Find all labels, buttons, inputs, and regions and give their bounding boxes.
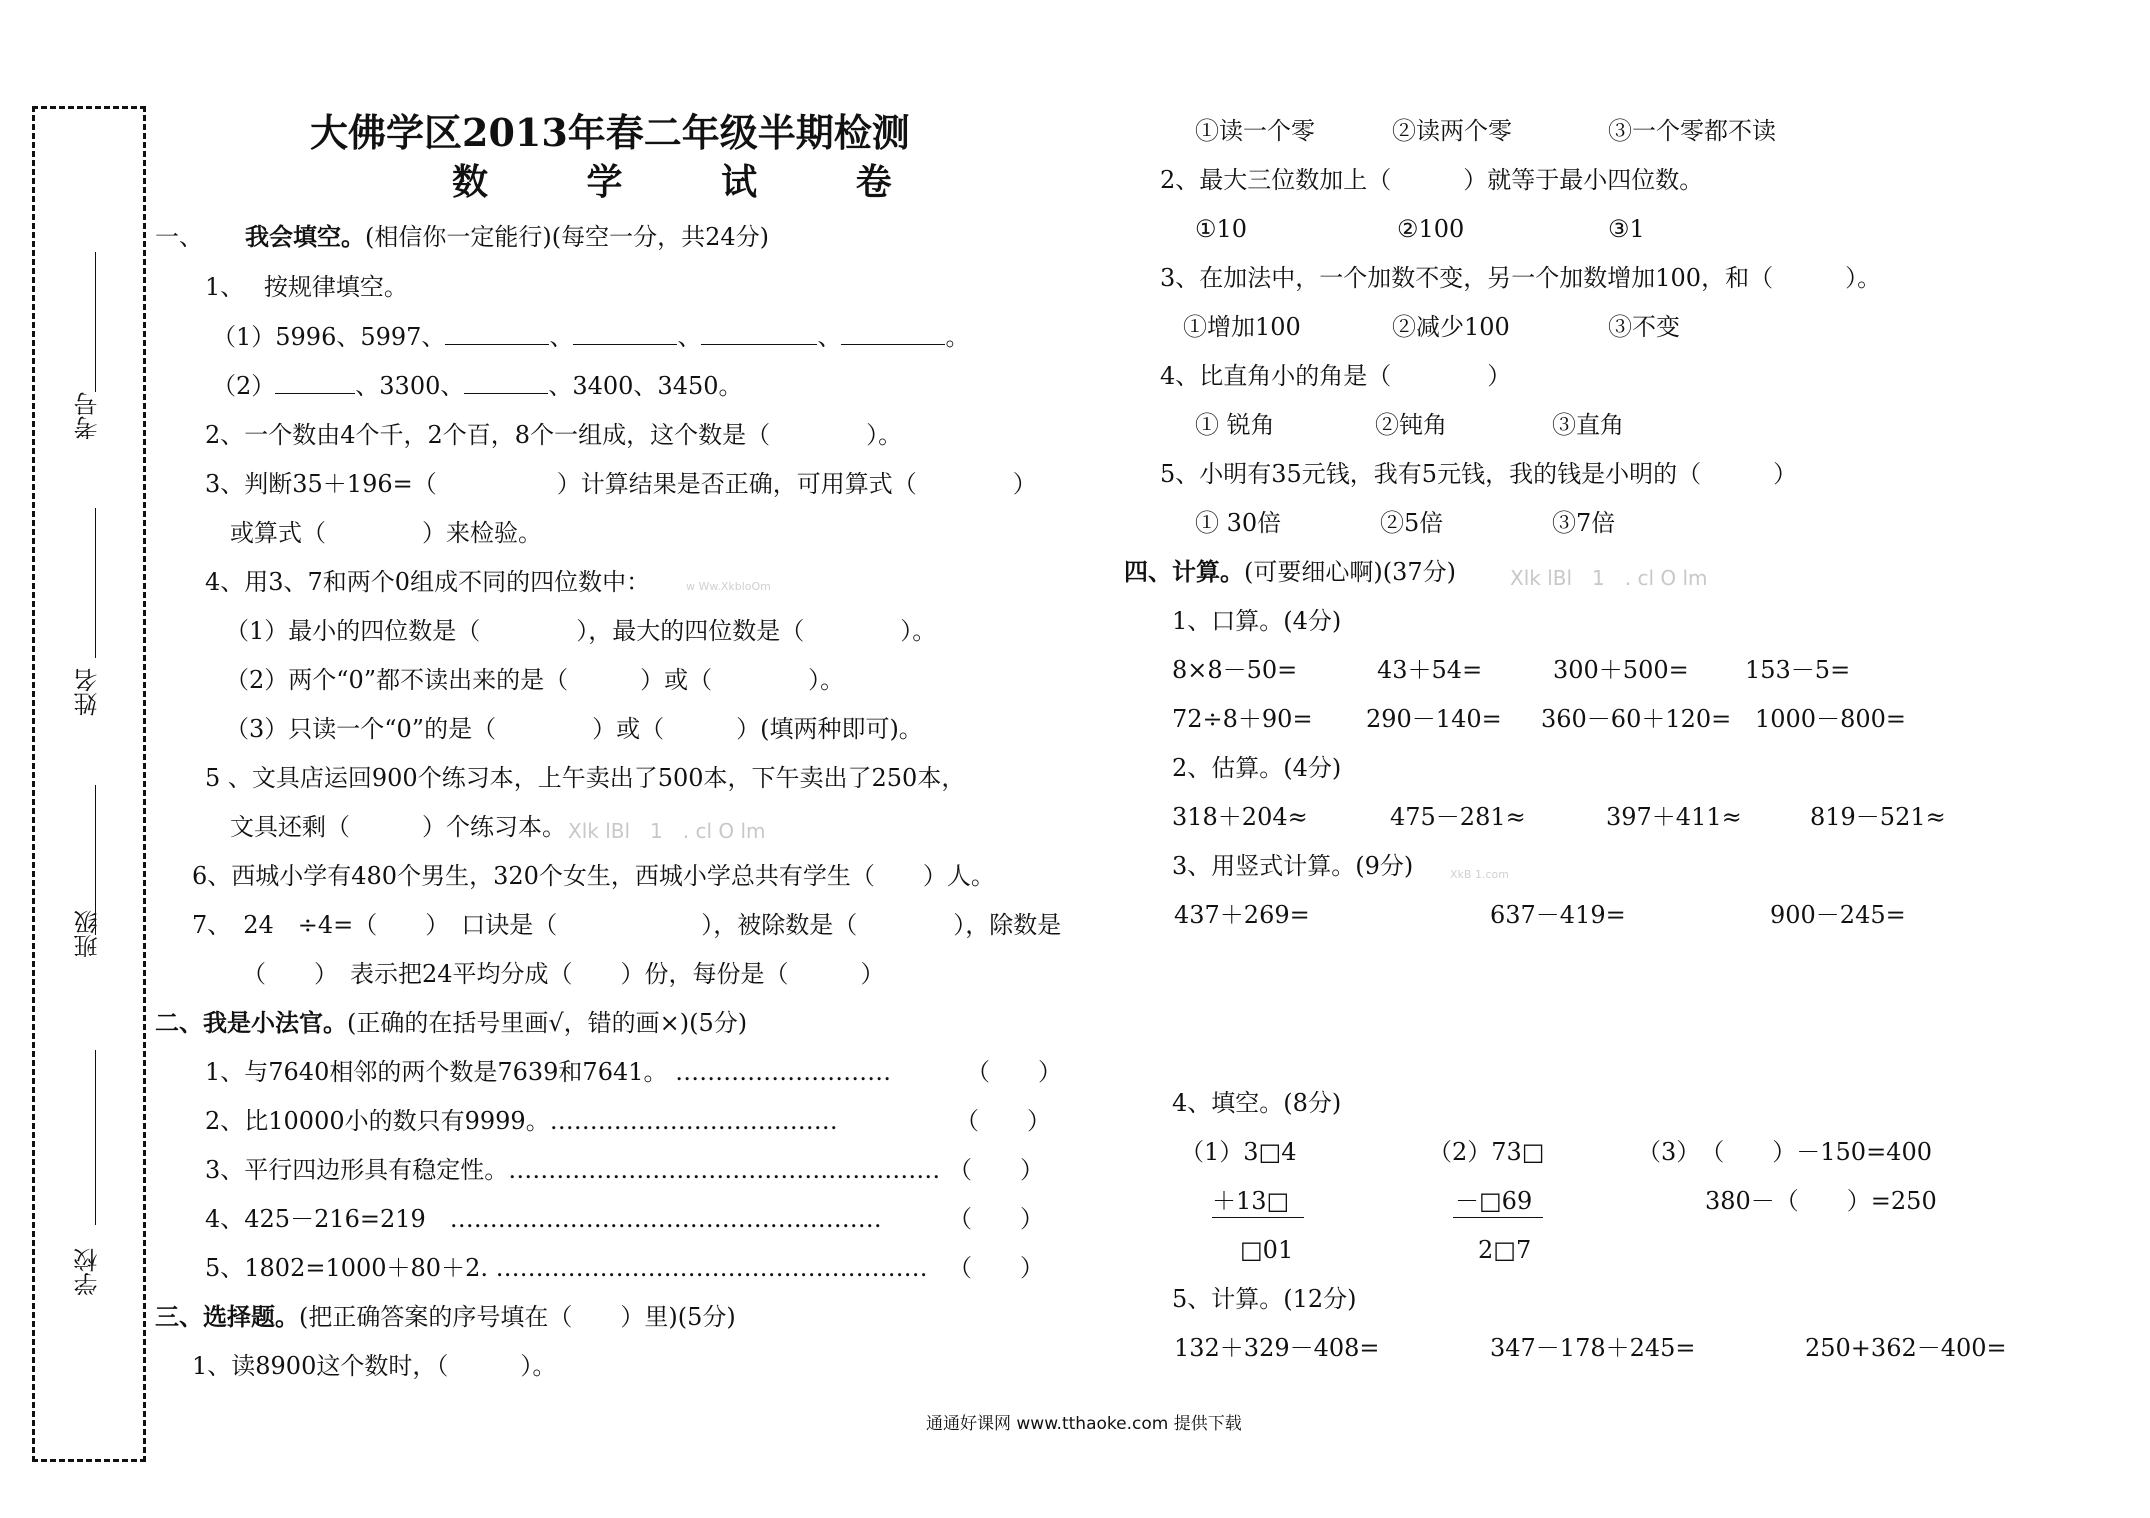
- estimate-problem: 397＋411≈: [1606, 803, 1742, 831]
- section1-number: 一、: [155, 223, 203, 251]
- s1-q3a: 3、判断35＋196=（ ）计算结果是否正确，可用算式（ ）: [205, 470, 1037, 498]
- s1-q1-1: （1）5996、5997、 、 、 、 。: [212, 323, 970, 351]
- s3-q3-opt3: ③不变: [1608, 313, 1680, 341]
- vertical-calc-rule: [1212, 1217, 1304, 1218]
- watermark-text: Xlk lBl 1 . cl O lm: [568, 819, 766, 843]
- s3-q3: 3、在加法中，一个加数不变，另一个加数增加100，和（ ）。: [1160, 264, 1882, 292]
- s3-q5: 5、小明有35元钱，我有5元钱，我的钱是小明的（ ）: [1160, 460, 1798, 488]
- section2-heading-bold: 二、我是小法官。: [155, 1008, 347, 1037]
- s2-item-1-mark[interactable]: （ ）: [966, 1058, 1062, 1086]
- s4-est-title: 2、估算。(4分): [1172, 754, 1342, 782]
- oral-problem: 8×8－50=: [1172, 656, 1298, 684]
- s2-item-3-mark[interactable]: （ ）: [948, 1156, 1044, 1184]
- section4-heading-bold: 四、计算。: [1124, 557, 1244, 586]
- fill-c-line2: 380－（ ）=250: [1705, 1187, 1937, 1215]
- s3-q1: 1、读8900这个数时，（ ）。: [192, 1352, 557, 1380]
- vertical-problem: 637－419=: [1490, 901, 1626, 929]
- s1-q1-2-prefix: （2）: [212, 372, 276, 400]
- s2-item-4: 4、425－216=219 ………………………………………………: [205, 1205, 882, 1233]
- fill-b-line3: 2□7: [1478, 1236, 1532, 1264]
- s4-fill-title: 4、填空。(8分): [1172, 1089, 1342, 1117]
- exam-subtitle: 数 学 试 卷: [452, 161, 920, 203]
- s2-item-1: 1、与7640相邻的两个数是7639和7641。 ………………………: [205, 1058, 892, 1086]
- s1-q4-2: （2）两个“0”都不读出来的是（ ）或（ ）。: [225, 666, 845, 694]
- footer-credit: 通通好课网 www.tthaoke.com 提供下载: [926, 1414, 1242, 1434]
- answer-blank[interactable]: [464, 371, 548, 394]
- s3-q4-opt3: ③直角: [1552, 411, 1624, 439]
- fill-a-line1: （1）3□4: [1180, 1138, 1297, 1166]
- fill-b-line1: （2）73□: [1428, 1138, 1545, 1166]
- s2-item-5: 5、1802=1000＋80＋2. ………………………………………………: [205, 1254, 928, 1282]
- s1-q7b: （ ） 表示把24平均分成（ ）份，每份是（ ）: [242, 960, 885, 988]
- s2-item-4-mark[interactable]: （ ）: [948, 1205, 1044, 1233]
- exam-number-line: [95, 252, 96, 392]
- section3-heading-bold: 三、选择题。: [155, 1302, 299, 1331]
- s1-q1: 1、 按规律填空。: [205, 273, 408, 301]
- oral-problem: 72÷8＋90=: [1172, 705, 1313, 733]
- calc-problem: 250+362－400=: [1805, 1334, 2007, 1362]
- s4-calc-title: 5、计算。(12分): [1172, 1285, 1357, 1313]
- oral-problem: 290－140=: [1366, 705, 1502, 733]
- s3-q4-opt1: ① 锐角: [1195, 411, 1275, 439]
- s4-vert-title: 3、用竖式计算。(9分): [1172, 852, 1414, 880]
- s1-q1-1-prefix: （1）5996、5997、: [212, 323, 446, 351]
- s1-q7a: 7、 24 ÷4=（ ） 口诀是（ ），被除数是（ ），除数是: [192, 911, 1062, 939]
- s1-q2: 2、一个数由4个千，2个百，8个一组成，这个数是（ ）。: [205, 421, 903, 449]
- s3-q1-opt2: ②读两个零: [1392, 117, 1512, 145]
- exam-number-label: 考号: [74, 392, 102, 440]
- s3-q2-opt2: ②100: [1397, 215, 1465, 243]
- s4-oral-title: 1、口算。(4分): [1172, 607, 1342, 635]
- fill-b-line2: －□69: [1455, 1187, 1533, 1215]
- s2-item-2: 2、比10000小的数只有9999。………………………………: [205, 1107, 838, 1135]
- s1-q4-3: （3）只读一个“0”的是（ ）或（ ）(填两种即可)。: [225, 715, 923, 743]
- estimate-problem: 318＋204≈: [1172, 803, 1308, 831]
- section2-heading-note: (正确的在括号里画√，错的画×)(5分): [347, 1009, 748, 1037]
- calc-problem: 132＋329－408=: [1174, 1334, 1380, 1362]
- s3-q5-opt3: ③7倍: [1552, 509, 1616, 537]
- school-line: [95, 1050, 96, 1225]
- vertical-problem: 900－245=: [1770, 901, 1906, 929]
- fill-a-line3: □01: [1240, 1236, 1294, 1264]
- s3-q5-opt1: ① 30倍: [1195, 509, 1282, 537]
- fill-a-line2: ＋13□: [1212, 1187, 1290, 1215]
- section3-heading: [155, 1302, 736, 1332]
- s1-q1-2-mid2: 、3400、3450。: [548, 372, 743, 400]
- s3-q5-opt2: ②5倍: [1380, 509, 1444, 537]
- s2-item-5-mark[interactable]: （ ）: [948, 1254, 1044, 1282]
- s3-q2-opt1: ①10: [1195, 215, 1248, 243]
- oral-problem: 153－5=: [1745, 656, 1851, 684]
- oral-problem: 1000－800=: [1755, 705, 1906, 733]
- name-label: 姓名: [74, 668, 102, 716]
- answer-blank[interactable]: [445, 322, 549, 345]
- section4-heading: [1124, 557, 1456, 587]
- s1-q6: 6、西城小学有480个男生，320个女生，西城小学总共有学生（ ）人。: [192, 862, 995, 890]
- answer-blank[interactable]: [701, 322, 817, 345]
- s1-q1-2-mid1: 、3300、: [355, 372, 465, 400]
- vertical-calc-rule: [1453, 1217, 1543, 1218]
- estimate-problem: 475－281≈: [1390, 803, 1526, 831]
- section1-heading-bold: 我会填空。: [245, 222, 365, 251]
- name-line: [95, 508, 96, 658]
- s3-q4: 4、比直角小的角是（ ）: [1160, 362, 1512, 390]
- section1-heading-note: (相信你一定能行)(每空一分，共24分): [365, 223, 769, 251]
- s3-q3-opt2: ②减少100: [1392, 313, 1510, 341]
- school-label: 学校: [74, 1248, 102, 1296]
- calc-problem: 347－178＋245=: [1490, 1334, 1696, 1362]
- s1-q4: 4、用3、7和两个0组成不同的四位数中：: [205, 568, 651, 596]
- s3-q2: 2、最大三位数加上（ ）就等于最小四位数。: [1160, 166, 1704, 194]
- oral-problem: 360－60＋120=: [1541, 705, 1732, 733]
- class-label: 班级: [74, 910, 102, 958]
- s2-item-2-mark[interactable]: （ ）: [955, 1107, 1051, 1135]
- s2-item-3: 3、平行四边形具有稳定性。………………………………………………: [205, 1156, 941, 1184]
- s3-q4-opt2: ②钝角: [1375, 411, 1447, 439]
- s3-q3-opt1: ①增加100: [1183, 313, 1301, 341]
- answer-blank[interactable]: [275, 371, 355, 394]
- s3-q1-opt3: ③一个零都不读: [1608, 117, 1776, 145]
- section1-heading: [245, 222, 769, 252]
- section3-heading-note: (把正确答案的序号填在（ ）里)(5分): [299, 1303, 736, 1331]
- s1-q3b: 或算式（ ）来检验。: [230, 519, 542, 547]
- oral-problem: 43＋54=: [1377, 656, 1483, 684]
- section4-heading-note: (可要细心啊)(37分): [1244, 558, 1456, 586]
- vertical-problem: 437＋269=: [1174, 901, 1310, 929]
- s1-q1-2: [212, 371, 743, 401]
- s3-q1-opt1: ①读一个零: [1195, 117, 1315, 145]
- fill-c-line1: （3） （ ）－150=400: [1637, 1138, 1932, 1166]
- watermark-text: XkB 1.com: [1450, 868, 1509, 881]
- oral-problem: 300＋500=: [1553, 656, 1689, 684]
- exam-title: 大佛学区2013年春二年级半期检测: [310, 110, 910, 155]
- answer-blank[interactable]: [841, 322, 945, 345]
- watermark-text: w Ww.XkbloOm: [686, 580, 771, 593]
- s1-q5a: 5 、文具店运回900个练习本，上午卖出了500本，下午卖出了250本，: [205, 764, 966, 792]
- s1-q5b: 文具还剩（ ）个练习本。: [230, 813, 566, 841]
- section2-heading: [155, 1008, 747, 1038]
- s3-q2-opt3: ③1: [1608, 215, 1645, 243]
- estimate-problem: 819－521≈: [1810, 803, 1946, 831]
- watermark-text: Xlk lBl 1 . cl O lm: [1510, 566, 1708, 590]
- s1-q4-1: （1）最小的四位数是（ ），最大的四位数是（ ）。: [225, 617, 937, 645]
- answer-blank[interactable]: [573, 322, 677, 345]
